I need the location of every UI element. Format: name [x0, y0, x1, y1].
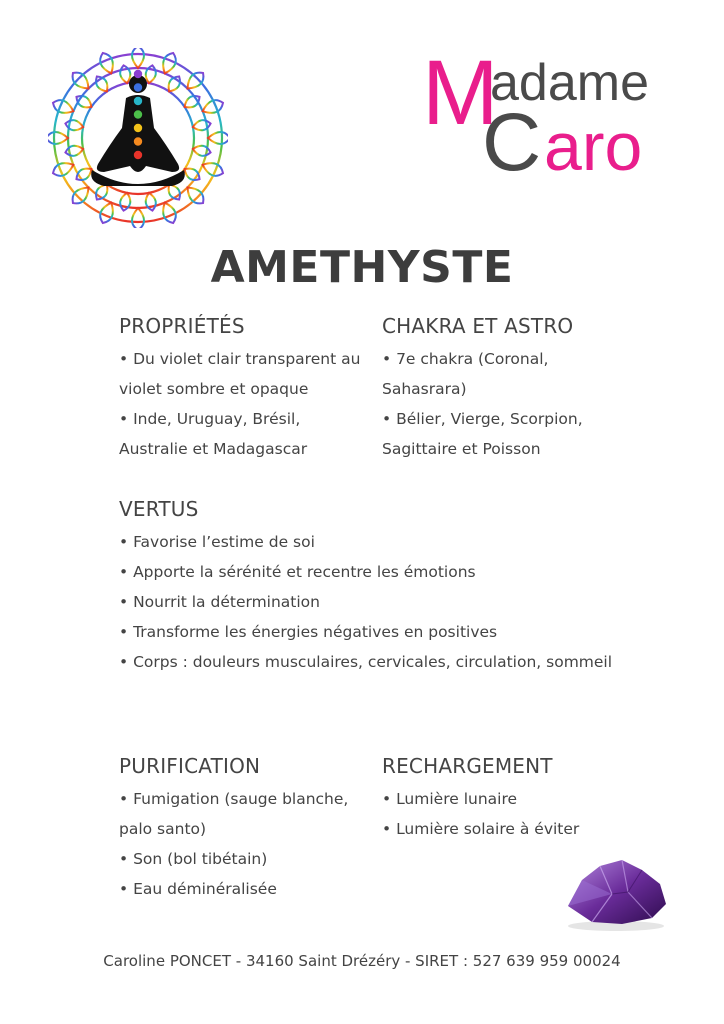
list-line: • Inde, Uruguay, Brésil,	[119, 410, 301, 428]
list-line: • Corps : douleurs musculaires, cervicales, circulation, sommeil	[119, 653, 613, 671]
list-line: • 7e chakra (Coronal,	[382, 350, 549, 368]
chakra-dot-icon	[134, 70, 142, 78]
list-line: • Favorise l’estime de soi	[119, 533, 315, 551]
chakra-mandala-logo	[48, 48, 228, 228]
logo-aro: aro	[544, 109, 643, 182]
section-rechargement	[382, 754, 632, 844]
logo-adame: adame	[490, 54, 649, 112]
list-line: palo santo)	[119, 820, 207, 838]
list-line: Australie et Madagascar	[119, 440, 308, 458]
chakra-dot-icon	[134, 124, 142, 132]
footer-address: Caroline PONCET - 34160 Saint Drézéry - SIRET : 527 639 959 00024	[103, 952, 621, 970]
chakra-dot-icon	[134, 97, 142, 105]
madame-caro-logo	[420, 52, 700, 182]
section-purification	[119, 754, 369, 904]
list-line: Sahasrara)	[382, 380, 467, 398]
section-vertus	[119, 497, 639, 677]
section-heading: CHAKRA ET ASTRO	[382, 314, 574, 338]
logo-initial-m: M	[422, 52, 499, 144]
section-proprietes	[119, 314, 369, 464]
list-line: • Eau déminéralisée	[119, 880, 277, 898]
list-line: violet sombre et opaque	[119, 380, 309, 398]
list-line: • Bélier, Vierge, Scorpion,	[382, 410, 583, 428]
chakra-dot-icon	[134, 83, 142, 91]
list-line: Sagittaire et Poisson	[382, 440, 541, 458]
section-heading: PROPRIÉTÉS	[119, 314, 245, 338]
list-line: • Apporte la sérénité et recentre les émotions	[119, 563, 476, 581]
amethyst-crystal-image	[562, 854, 670, 932]
section-heading: PURIFICATION	[119, 754, 261, 778]
section-chakra-astro	[382, 314, 632, 464]
logo-initial-c: C	[482, 97, 542, 182]
section-heading: RECHARGEMENT	[382, 754, 553, 778]
chakra-dot-icon	[134, 110, 142, 118]
list-line: • Lumière lunaire	[382, 790, 518, 808]
list-line: • Lumière solaire à éviter	[382, 820, 580, 838]
chakra-dot-icon	[134, 137, 142, 145]
page-title: AMETHYSTE	[210, 242, 514, 293]
list-line: • Son (bol tibétain)	[119, 850, 268, 868]
chakra-dot-icon	[134, 151, 142, 159]
list-line: • Du violet clair transparent au	[119, 350, 361, 368]
list-line: • Fumigation (sauge blanche,	[119, 790, 349, 808]
section-heading: VERTUS	[119, 497, 199, 521]
list-line: • Transforme les énergies négatives en positives	[119, 623, 498, 641]
list-line: • Nourrit la détermination	[119, 593, 320, 611]
